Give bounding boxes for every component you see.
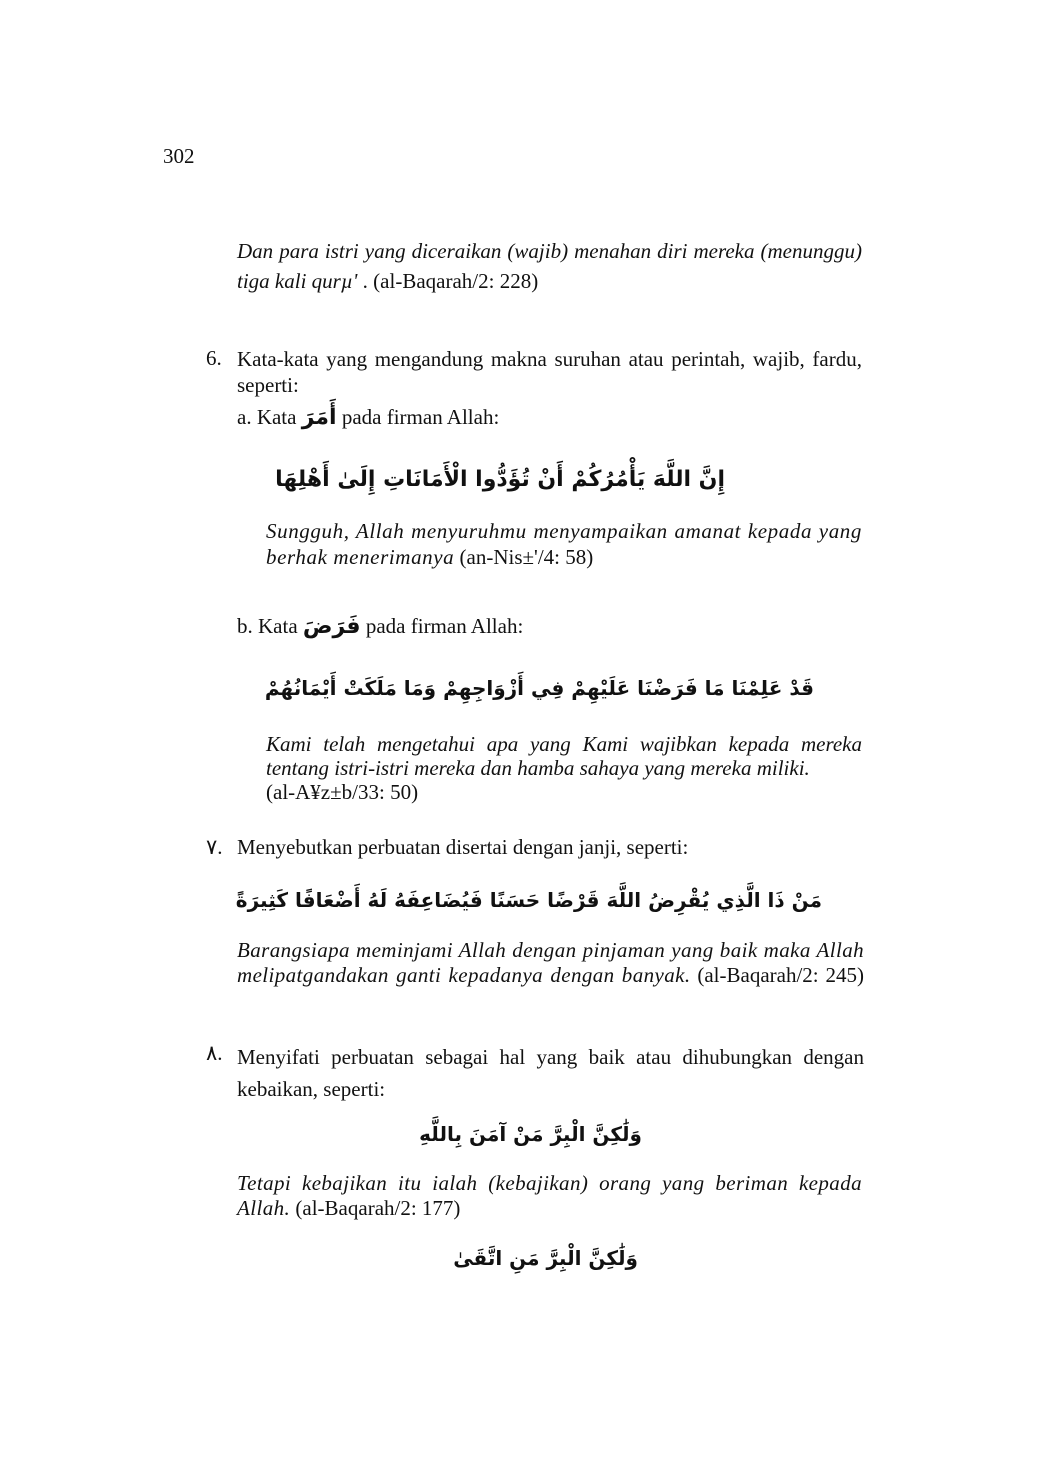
item6a-translation: Sungguh, Allah menyuruhmu menyampaikan amanat kepada yang berhak menerimanya	[266, 519, 862, 569]
item6b-arabic-word: فَرَضَ	[302, 614, 361, 639]
item8-text: Menyifati perbuatan sebagai hal yang baik atau dihubungkan dengan kebaikan, seperti:	[237, 1045, 864, 1101]
item7-verse: مَنْ ذَا الَّذِي يُقْرِضُ اللَّهَ قَرْضًا حَسَنًا فَيُضَاعِفَهُ لَهُ أَضْعَافًا كَثِيرَةً	[235, 888, 822, 912]
item6b-suffix: pada firman Allah:	[365, 614, 524, 638]
item7-ref: (al-Baqarah/2: 245)	[697, 963, 864, 987]
item8-ref: (al-Baqarah/2: 177)	[295, 1196, 461, 1220]
item6a-translation-block	[266, 518, 862, 570]
item8-verse1: وَلَٰكِنَّ الْبِرَّ مَنْ آمَنَ بِاللَّهِ	[419, 1122, 642, 1146]
item6a-line	[237, 405, 499, 430]
item6-text: Kata-kata yang mengandung makna suruhan atau perintah, wajib, fardu, seperti:	[237, 347, 862, 397]
item7-translation-block	[237, 938, 864, 988]
item7-number: ٧.	[206, 835, 223, 859]
item6-number: 6.	[206, 346, 222, 370]
item6b-prefix: b. Kata	[237, 614, 298, 638]
item7-text: Menyebutkan perbuatan disertai dengan janji, seperti:	[237, 835, 689, 859]
quote-228	[237, 236, 862, 296]
item6b-translation: Kami telah mengetahui apa yang Kami wajibkan kepada mereka tentang istri-istri mereka dan hamba sahaya yang mereka miliki.	[266, 732, 862, 780]
item8-translation-block	[237, 1171, 862, 1221]
item6b-line	[237, 614, 523, 639]
item6b-ref: (al-A¥z±b/33: 50)	[266, 780, 419, 804]
item6a-suffix: pada firman Allah:	[341, 405, 500, 429]
quote-228-text: Dan para istri yang diceraikan (wajib) menahan diri mereka (menunggu) tiga kali qurµ'	[237, 239, 862, 293]
item6a-arabic-word: أَمَرَ	[301, 405, 337, 430]
item8-number: ٨.	[206, 1041, 223, 1065]
item8-translation: Tetapi kebajikan itu ialah (kebajikan) orang yang beriman kepada Allah.	[237, 1171, 862, 1220]
item6b-verse: قَدْ عَلِمْنَا مَا فَرَضْنَا عَلَيْهِمْ فِي أَزْوَاجِهِمْ وَمَا مَلَكَتْ أَيْمَانُهُمْ	[264, 676, 814, 700]
item6a-ref: (an-Nis±'/4: 58)	[459, 545, 594, 569]
item7-translation: Barangsiapa meminjami Allah dengan pinjaman yang baik maka Allah melipatgandakan ganti kepadanya dengan banyak.	[237, 938, 864, 987]
item8-verse2: وَلَٰكِنَّ الْبِرَّ مَنِ اتَّقَىٰ	[453, 1246, 638, 1270]
page-number: 302	[163, 144, 195, 168]
quote-228-ref: . (al-Baqarah/2: 228)	[362, 269, 539, 293]
item6a-verse: إِنَّ اللَّهَ يَأْمُرُكُمْ أَنْ تُؤَدُّوا الْأَمَانَاتِ إِلَىٰ أَهْلِهَا	[275, 467, 725, 492]
item6b-translation-block	[266, 732, 862, 804]
item6a-prefix: a. Kata	[237, 405, 297, 429]
